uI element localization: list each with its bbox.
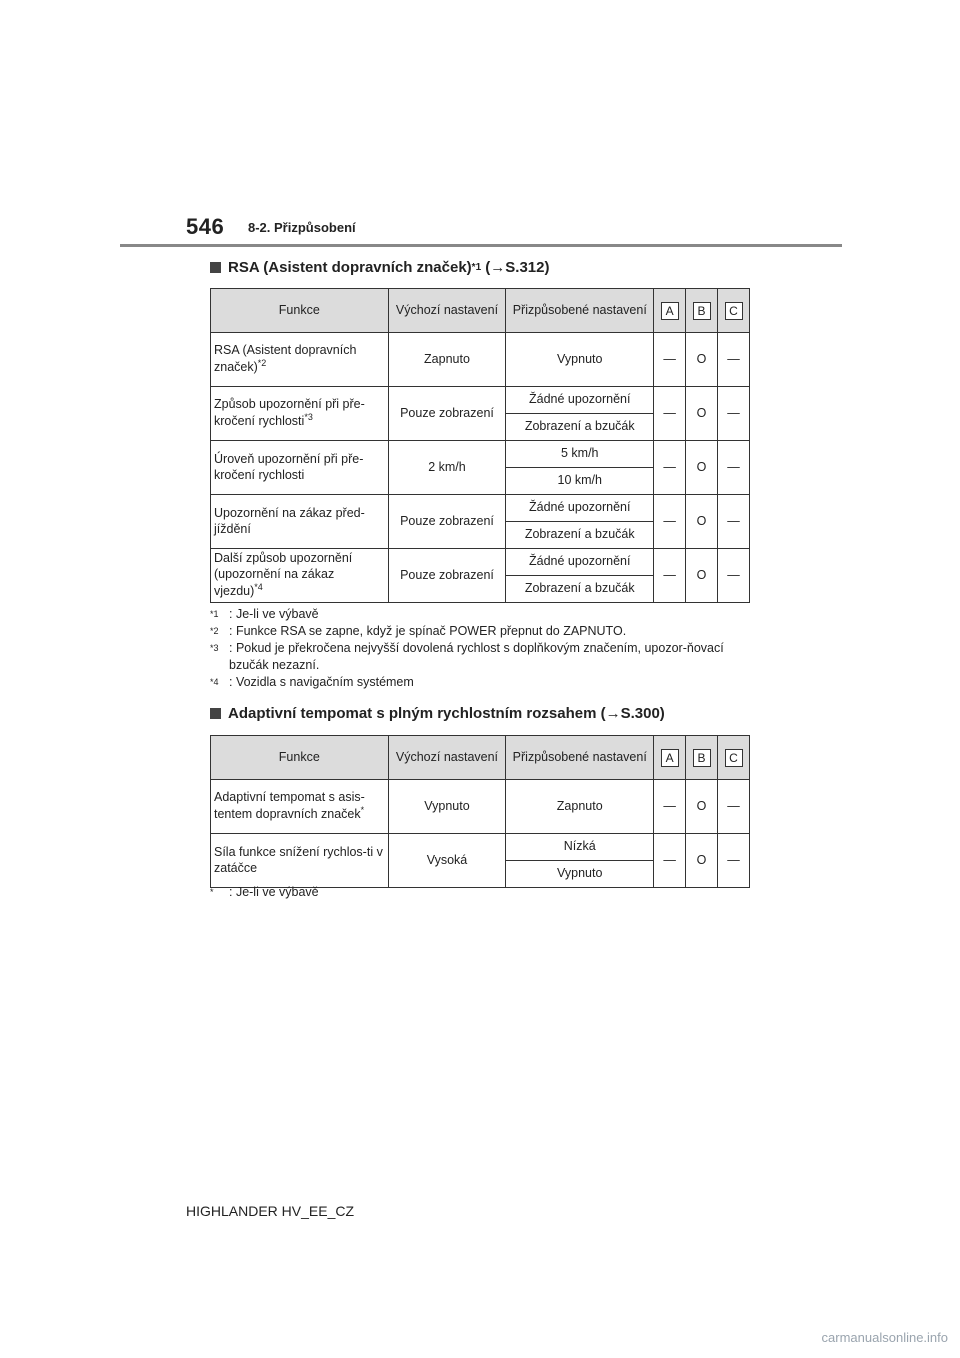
cell-a: — bbox=[654, 441, 686, 495]
cell-option: Zobrazení a bzučák bbox=[506, 576, 654, 603]
col-b bbox=[686, 289, 718, 333]
cell-b: O bbox=[686, 387, 718, 441]
rsa-heading bbox=[210, 259, 549, 276]
funkce-text: Adaptivní tempomat s asis-tentem dopravních značek bbox=[214, 789, 365, 822]
col-vychozi: Výchozí nastavení bbox=[388, 289, 506, 333]
page-number: 546 bbox=[186, 214, 225, 239]
footnote-sup: * bbox=[210, 887, 214, 897]
box-c: C bbox=[725, 749, 743, 767]
cell-funkce bbox=[211, 549, 389, 603]
cell-funkce bbox=[211, 495, 389, 549]
cell-c: — bbox=[718, 780, 750, 834]
cell-vychozi: Pouze zobrazení bbox=[388, 495, 506, 549]
footnote-sup: *3 bbox=[210, 643, 219, 653]
cell-b: O bbox=[686, 495, 718, 549]
footnote-text: : Pokud je překročena nejvyšší dovolená rychlost s doplňkovým značením, upozor-ňovací bzučák nezazní. bbox=[229, 641, 724, 672]
footnote-sup: *2 bbox=[210, 626, 219, 636]
cell-funkce bbox=[211, 780, 389, 834]
acc-row bbox=[211, 834, 750, 861]
funkce-sup: *4 bbox=[254, 582, 263, 593]
cell-vychozi: Vysoká bbox=[388, 834, 506, 888]
col-a bbox=[654, 736, 686, 780]
acc-heading-ref: (→S.300) bbox=[596, 705, 665, 722]
cell-vychozi: 2 km/h bbox=[388, 441, 506, 495]
cell-b: O bbox=[686, 549, 718, 603]
cell-option: 5 km/h bbox=[506, 441, 654, 468]
box-b: B bbox=[693, 302, 711, 320]
cell-option: Nízká bbox=[506, 834, 654, 861]
rsa-heading-ref: (→S.312) bbox=[481, 259, 550, 276]
watermark: carmanualsonline.info bbox=[821, 1330, 948, 1345]
col-prizpusobene: Přizpůsobené nastavení bbox=[506, 289, 654, 333]
col-funkce: Funkce bbox=[211, 289, 389, 333]
col-c bbox=[718, 736, 750, 780]
cell-funkce bbox=[211, 834, 389, 888]
footnote-text: : Je-li ve výbavě bbox=[229, 607, 319, 621]
cell-a: — bbox=[654, 495, 686, 549]
footnote-text: : Vozidla s navigačním systémem bbox=[229, 675, 414, 689]
acc-table-body bbox=[211, 780, 750, 888]
cell-option: Žádné upozornění bbox=[506, 549, 654, 576]
box-a: A bbox=[661, 749, 679, 767]
col-prizpusobene: Přizpůsobené nastavení bbox=[506, 736, 654, 780]
square-bullet-icon bbox=[210, 708, 221, 719]
cell-c: — bbox=[718, 387, 750, 441]
cell-option: Žádné upozornění bbox=[506, 387, 654, 414]
acc-notes bbox=[210, 884, 750, 901]
acc-heading-text: Adaptivní tempomat s plným rychlostním rozsahem bbox=[228, 705, 597, 722]
cell-vychozi: Zapnuto bbox=[388, 333, 506, 387]
cell-b: O bbox=[686, 834, 718, 888]
cell-c: — bbox=[718, 495, 750, 549]
col-vychozi: Výchozí nastavení bbox=[388, 736, 506, 780]
funkce-sup: * bbox=[360, 805, 365, 816]
rsa-heading-text: RSA (Asistent dopravních značek) bbox=[228, 259, 472, 276]
col-a bbox=[654, 289, 686, 333]
funkce-text: Upozornění na zákaz před-jíždění bbox=[214, 505, 365, 536]
cell-b: O bbox=[686, 333, 718, 387]
rsa-settings-table bbox=[210, 288, 750, 603]
square-bullet-icon bbox=[210, 262, 221, 273]
funkce-sup: *3 bbox=[304, 412, 313, 423]
funkce-text: Síla funkce snížení rychlos-ti v zatáčce bbox=[214, 844, 383, 875]
footer-model: HIGHLANDER HV_EE_CZ bbox=[186, 1203, 355, 1219]
cell-a: — bbox=[654, 780, 686, 834]
footnote-text: : Je-li ve výbavě bbox=[229, 885, 319, 899]
footnote bbox=[210, 623, 750, 640]
funkce-text: RSA (Asistent dopravních značek) bbox=[214, 342, 357, 375]
footnote bbox=[210, 884, 750, 901]
cell-option: Zapnuto bbox=[506, 780, 654, 834]
footnote bbox=[210, 674, 750, 691]
cell-vychozi: Pouze zobrazení bbox=[388, 387, 506, 441]
cell-option: Zobrazení a bzučák bbox=[506, 414, 654, 441]
footnote-text: : Funkce RSA se zapne, když je spínač POWER přepnut do ZAPNUTO. bbox=[229, 624, 627, 638]
funkce-text: Způsob upozornění při pře-kročení rychlosti bbox=[214, 396, 365, 429]
cell-a: — bbox=[654, 549, 686, 603]
funkce-text: Úroveň upozornění při pře-kročení rychlosti bbox=[214, 451, 364, 482]
footnote bbox=[210, 606, 750, 623]
col-funkce: Funkce bbox=[211, 736, 389, 780]
col-b bbox=[686, 736, 718, 780]
cell-option: Vypnuto bbox=[506, 333, 654, 387]
cell-option: Vypnuto bbox=[506, 861, 654, 888]
cell-c: — bbox=[718, 333, 750, 387]
rsa-row bbox=[211, 333, 750, 387]
acc-row bbox=[211, 780, 750, 834]
cell-funkce bbox=[211, 333, 389, 387]
cell-a: — bbox=[654, 834, 686, 888]
header-rule bbox=[120, 244, 842, 247]
cell-b: O bbox=[686, 441, 718, 495]
col-c bbox=[718, 289, 750, 333]
rsa-notes bbox=[210, 606, 750, 691]
footnote bbox=[210, 640, 750, 674]
cell-funkce bbox=[211, 387, 389, 441]
cell-a: — bbox=[654, 387, 686, 441]
box-c: C bbox=[725, 302, 743, 320]
footnote-mark bbox=[210, 674, 219, 695]
acc-settings-table bbox=[210, 735, 750, 888]
cell-option: Zobrazení a bzučák bbox=[506, 522, 654, 549]
cell-vychozi: Vypnuto bbox=[388, 780, 506, 834]
rsa-row bbox=[211, 441, 750, 468]
box-a: A bbox=[661, 302, 679, 320]
rsa-row bbox=[211, 387, 750, 414]
section-title: 8-2. Přizpůsobení bbox=[248, 220, 356, 235]
cell-option: 10 km/h bbox=[506, 468, 654, 495]
cell-option: Žádné upozornění bbox=[506, 495, 654, 522]
funkce-text: Další způsob upozornění (upozornění na zákaz vjezdu) bbox=[214, 551, 353, 599]
footnote-mark bbox=[210, 640, 219, 661]
rsa-table-body bbox=[211, 333, 750, 603]
cell-c: — bbox=[718, 549, 750, 603]
footnote-sup: *1 bbox=[210, 609, 219, 619]
rsa-row bbox=[211, 549, 750, 576]
cell-b: O bbox=[686, 780, 718, 834]
acc-heading bbox=[210, 705, 665, 722]
footnote-mark bbox=[210, 884, 214, 905]
cell-vychozi: Pouze zobrazení bbox=[388, 549, 506, 603]
cell-c: — bbox=[718, 834, 750, 888]
rsa-row bbox=[211, 495, 750, 522]
rsa-heading-sup: *1 bbox=[471, 262, 482, 273]
footnote-sup: *4 bbox=[210, 677, 219, 687]
funkce-sup: *2 bbox=[257, 358, 267, 369]
cell-c: — bbox=[718, 441, 750, 495]
cell-a: — bbox=[654, 333, 686, 387]
cell-funkce bbox=[211, 441, 389, 495]
box-b: B bbox=[693, 749, 711, 767]
